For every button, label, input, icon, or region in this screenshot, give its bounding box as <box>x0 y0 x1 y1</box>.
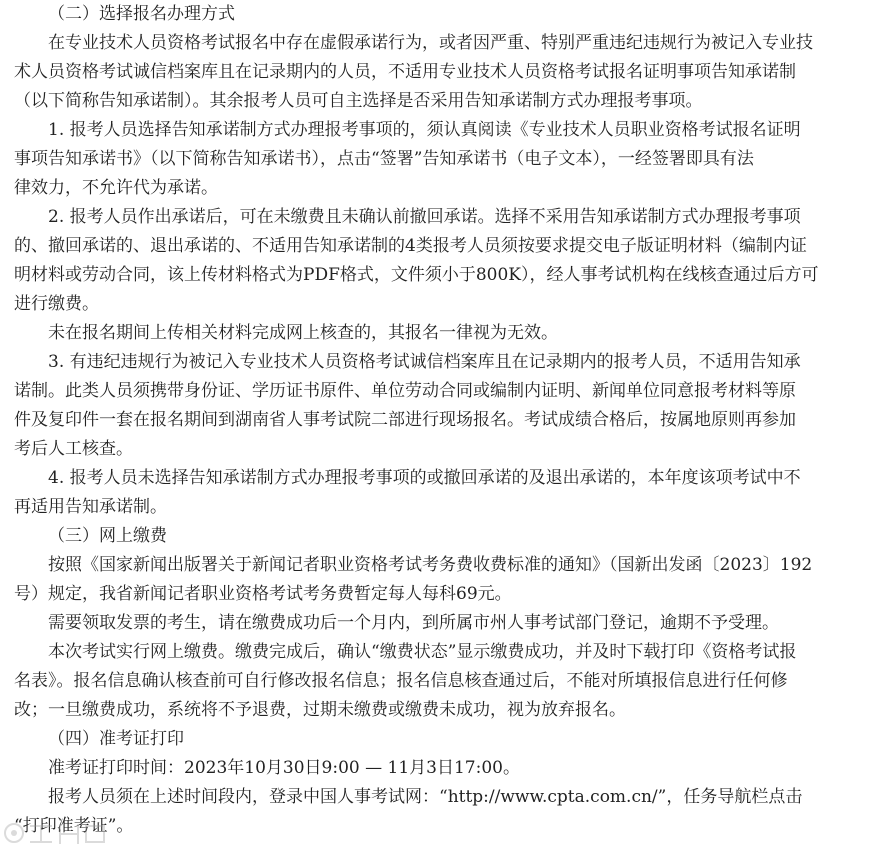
paragraph-line: 诺制。此类人员须携带身份证、学历证书原件、单位劳动合同或编制内证明、新闻单位同意报考材料等原 <box>14 381 796 401</box>
paragraph-line: 2. 报考人员作出承诺后，可在未缴费且未确认前撤回承诺。选择不采用告知承诺制方式办理报考事项 <box>48 207 801 227</box>
paragraph-line: 准考证打印时间：2023年10月30日9:00 — 11月3日17:00。 <box>48 758 520 778</box>
paragraph-line: 律效力，不允许代为承诺。 <box>14 178 218 198</box>
section-heading: （二）选择报名办理方式 <box>48 4 235 24</box>
paragraph-line: 报考人员须在上述时间段内，登录中国人事考试网：“http://www.cpta.com.cn/”，任务导航栏点击 <box>48 787 803 807</box>
paragraph-line: 名表》。报名信息确认核查前可自行修改报名信息；报名信息核查通过后，不能对所填报信息进行任何修 <box>14 671 788 691</box>
paragraph-line: 未在报名期间上传相关材料完成网上核查的，其报名一律视为无效。 <box>48 323 558 343</box>
paragraph-line: “打印准考证”。 <box>14 816 134 836</box>
paragraph-line: 进行缴费。 <box>14 294 99 314</box>
paragraph-line: 术人员资格考试诚信档案库且在记录期内的人员，不适用专业技术人员资格考试报名证明事项告知承诺制 <box>14 62 796 82</box>
paragraph-line: 需要领取发票的考生，请在缴费成功后一个月内，到所属市州人事考试部门登记，逾期不予受理。 <box>48 613 779 633</box>
paragraph-line: 按照《国家新闻出版署关于新闻记者职业资格考试考务费收费标准的通知》（国新出发函〔2023〕192 <box>48 555 813 575</box>
paragraph-line: 3. 有违纪违规行为被记入专业技术人员资格考试诚信档案库且在记录期内的报考人员，不适用告知承 <box>48 352 801 372</box>
paragraph-line: 明材料或劳动合同，该上传材料格式为PDF格式，文件须小于800K），经人事考试机构在线核查通过后方可 <box>14 265 819 285</box>
paragraph-line: 号）规定，我省新闻记者职业资格考试考务费暂定每人每科69元。 <box>14 584 512 604</box>
paragraph-line: 事项告知承诺书》（以下简称告知承诺书），点击“签署”告知承诺书（电子文本），一经签署即具有法 <box>14 149 754 169</box>
paragraph-line: 4. 报考人员未选择告知承诺制方式办理报考事项的或撤回承诺的及退出承诺的，本年度该项考试中不 <box>48 468 801 488</box>
paragraph-line: 的、撤回承诺的、退出承诺的、不适用告知承诺制的4类报考人员须按要求提交电子版证明材料（编制内证 <box>14 236 807 256</box>
paragraph-line: 在专业技术人员资格考试报名中存在虚假承诺行为，或者因严重、特别严重违纪违规行为被记入专业技 <box>48 33 813 53</box>
paragraph-line: 再适用告知承诺制。 <box>14 497 167 517</box>
paragraph-line: 改；一旦缴费成功，系统将不予退费，过期未缴费或缴费未成功，视为放弃报名。 <box>14 700 626 720</box>
paragraph-line: 考后人工核查。 <box>14 439 133 459</box>
paragraph-line: （以下简称告知承诺制）。其余报考人员可自主选择是否采用告知承诺制方式办理报考事项。 <box>14 91 703 111</box>
paragraph-line: 件及复印件一套在报名期间到湖南省人事考试院二部进行现场报名。考试成绩合格后，按属地原则再参加 <box>14 410 796 430</box>
paragraph-line: 本次考试实行网上缴费。缴费完成后，确认“缴费状态”显示缴费成功，并及时下载打印《资格考试报 <box>48 642 797 662</box>
section-heading: （四）准考证打印 <box>48 729 184 749</box>
paragraph-line: 1. 报考人员选择告知承诺制方式办理报考事项的，须认真阅读《专业技术人员职业资格考试报名证明 <box>48 120 801 140</box>
section-heading: （三）网上缴费 <box>48 526 167 546</box>
